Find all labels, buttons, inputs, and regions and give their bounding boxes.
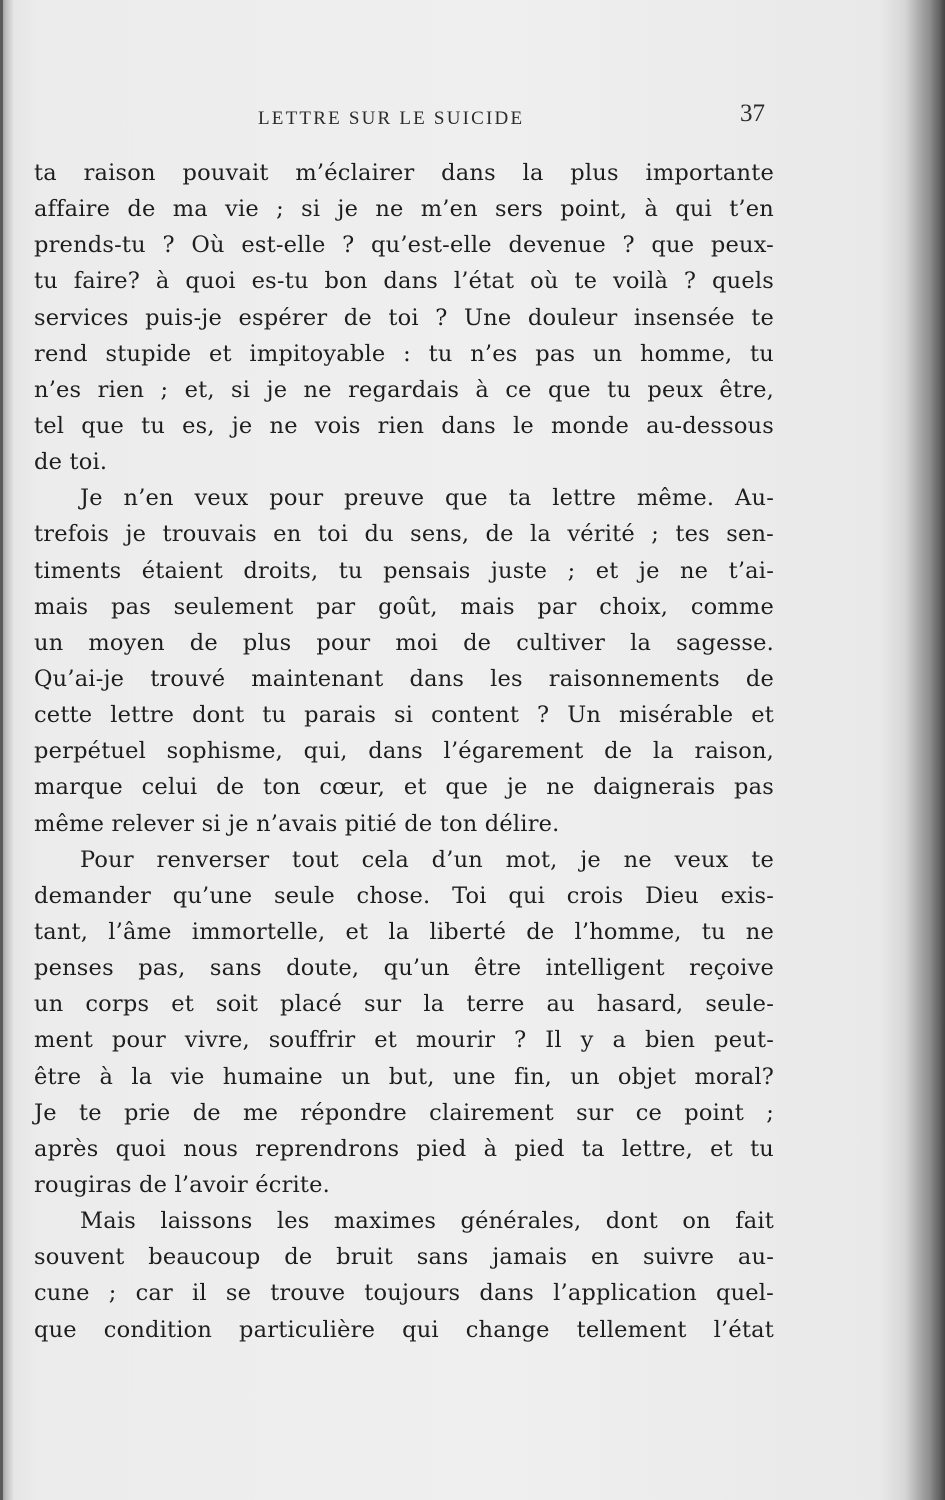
text-line: ta raison pouvait m’éclairer dans la plus importante [34,160,774,186]
page-right-edge [929,0,945,1500]
text-line: Qu’ai-je trouvé maintenant dans les raisonnements de [34,665,774,692]
text-line: mais pas seulement par goût, mais par choix, comme [34,593,774,620]
paragraph-end-line: rougiras de l’avoir écrite. [34,1171,331,1198]
page-number: 37 [740,100,765,127]
text-line: tant, l’âme immortelle, et la liberté de l’homme, tu ne [34,918,774,945]
text-line: services puis-je espérer de toi ? Une douleur insensée te [34,304,774,331]
text-line: que condition particulière qui change tellement l’état [34,1316,774,1343]
text-line: n’es rien ; et, si je ne regardais à ce que tu peux être, [34,376,774,403]
text-line: perpétuel sophisme, qui, dans l’égarement de la raison, [34,738,774,765]
body-text [34,155,774,1348]
paragraph-start-line: Mais laissons les maximes générales, dont on fait [80,1208,774,1235]
page-left-edge [0,0,3,1500]
text-line: un moyen de plus pour moi de cultiver la sagesse. [34,629,774,656]
text-line: un corps et soit placé sur la terre au hasard, seule- [34,991,774,1018]
paragraph-end-line: même relever si je n’avais pitié de ton délire. [34,810,560,837]
text-line: prends-tu ? Où est-elle ? qu’est-elle devenue ? que peux- [34,232,774,259]
text-line: Je te prie de me répondre clairement sur ce point ; [34,1099,774,1126]
text-line: être à la vie humaine un but, une fin, un objet moral? [34,1063,774,1090]
paragraph-start-line: Je n’en veux pour preuve que ta lettre même. Au- [80,485,774,512]
text-line: cette lettre dont tu parais si content ? Un misérable et [34,702,774,729]
text-line: souvent beaucoup de bruit sans jamais en suivre au- [34,1244,774,1271]
text-line: cune ; car il se trouve toujours dans l’application quel- [34,1280,774,1307]
text-line: rend stupide et impitoyable : tu n’es pas un homme, tu [34,340,774,367]
text-line: trefois je trouvais en toi du sens, de la vérité ; tes sen- [34,521,774,548]
text-line: demander qu’une seule chose. Toi qui crois Dieu exis- [34,882,774,909]
text-line: marque celui de ton cœur, et que je ne daignerais pas [34,774,774,801]
running-title: LETTRE SUR LE SUICIDE [258,108,525,129]
text-line: tu faire? à quoi es-tu bon dans l’état où te voilà ? quels [34,268,774,295]
paragraph-start-line: Pour renverser tout cela d’un mot, je ne veux te [80,846,774,873]
paragraph-end-line: de toi. [34,449,108,476]
text-line: ment pour vivre, souffrir et mourir ? Il y a bien peut- [34,1027,774,1054]
text-line: tel que tu es, je ne vois rien dans le monde au-dessous [34,412,774,439]
text-line: après quoi nous reprendrons pied à pied ta lettre, et tu [34,1135,774,1162]
text-line: timents étaient droits, tu pensais juste ; et je ne t’ai- [34,557,774,584]
text-line: affaire de ma vie ; si je ne m’en sers point, à qui t’en [34,196,774,223]
text-line: penses pas, sans doute, qu’un être intelligent reçoive [34,955,774,982]
